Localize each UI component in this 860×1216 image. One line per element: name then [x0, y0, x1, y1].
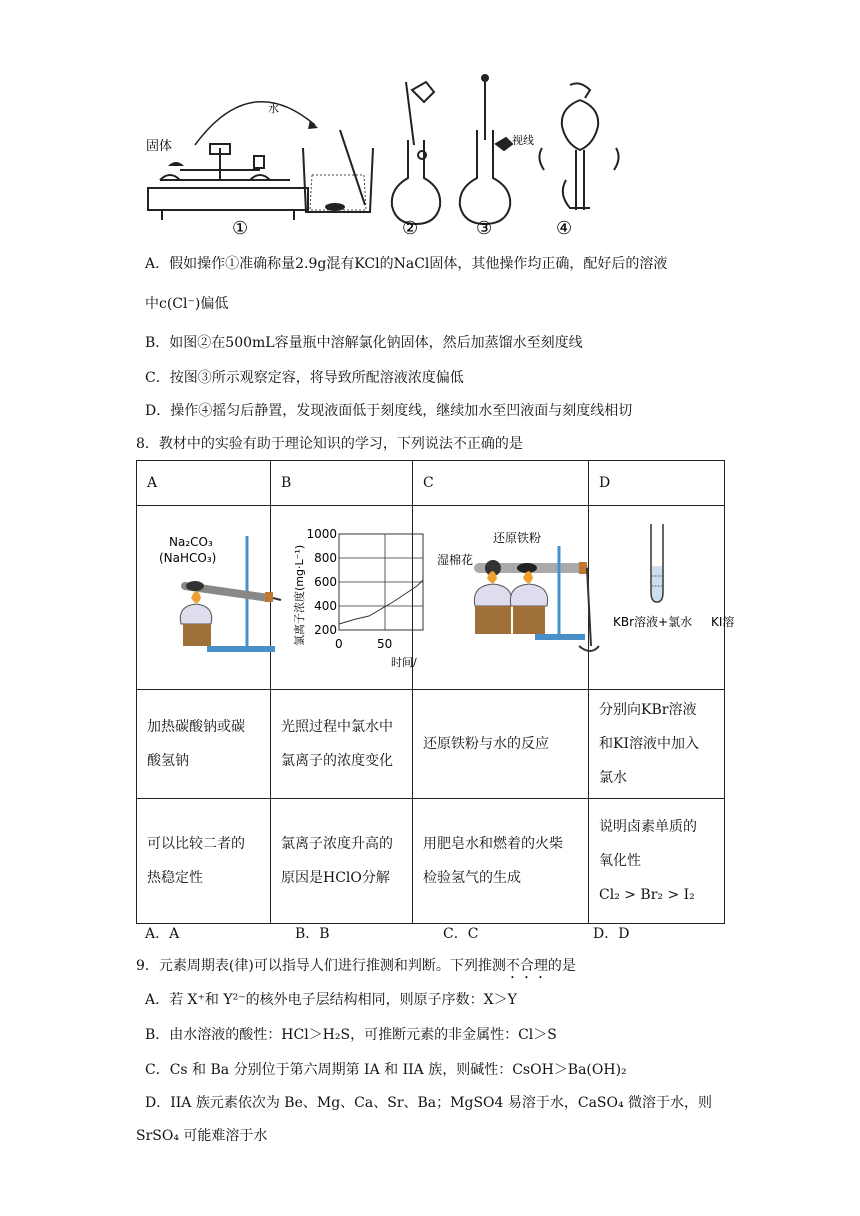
fig-c-label2: 湿棉花	[437, 553, 474, 567]
fig-b-xtick-0: 0	[335, 637, 343, 651]
iron-water-apparatus-figure	[423, 506, 599, 676]
q8-stem: 8．教材中的实验有助于理论知识的学习，下列说法不正确的是	[136, 436, 523, 452]
q9-stem: 9．元素周期表(律)可以指导人们进行推测和判断。下列推测不合理的是	[136, 958, 576, 974]
fig-b-ylabel: 氯离子浓度(mg·L⁻¹)	[293, 544, 306, 646]
label-n3: ③	[476, 218, 493, 239]
table-figure-row	[137, 506, 725, 690]
header-c: C	[413, 461, 589, 506]
row1-b: 光照过程中氯水中 氯离子的浓度变化	[271, 690, 413, 799]
q9-option-a: A．若 X⁺和 Y²⁻的核外电子层结构相同，则原子序数：X＞Y	[145, 992, 517, 1008]
table-row-description	[137, 690, 725, 799]
label-sight: 视线	[512, 134, 534, 147]
q7-option-a-line1: A．假如操作①准确称量2.9g混有KCl的NaCl固体，其他操作均正确，配好后的溶液	[145, 256, 668, 272]
q8-options	[145, 923, 725, 943]
test-tube-figure	[599, 506, 735, 676]
fig-b-xlabel: 时间/	[391, 656, 417, 669]
row2-a: 可以比较二者的 热稳定性	[137, 799, 271, 924]
q9-emphasis: 不合理	[505, 958, 548, 974]
heating-apparatus-figure	[147, 506, 281, 676]
fig-b-xtick-50: 50	[377, 637, 393, 651]
fig-a-label1: Na₂CO₃	[169, 535, 213, 549]
row1-c: 还原铁粉与水的反应	[413, 690, 589, 799]
table-header-row	[137, 461, 725, 506]
q7-option-c: C．按图③所示观察定容，将导致所配溶液浓度偏低	[145, 370, 464, 386]
fig-b-ytick-200: 200	[314, 623, 337, 637]
fig-b-ytick-1000: 1000	[306, 527, 337, 541]
q9-option-d-line1: D．IIA 族元素依次为 Be、Mg、Ca、Sr、Ba；MgSO4 易溶于水，CaSO₄ 微溶于水，则	[145, 1095, 713, 1111]
figure-d-cell	[589, 506, 735, 690]
fig-d-label2: KI溶	[711, 615, 735, 629]
label-n2: ②	[402, 218, 419, 239]
label-n1: ①	[232, 218, 249, 239]
header-a: A	[137, 461, 271, 506]
table-row-conclusion	[137, 799, 725, 924]
balance-figure	[148, 144, 308, 220]
q8-option-c: C．C	[443, 926, 479, 942]
header-d: D	[589, 461, 725, 506]
q7-option-a-line2: 中c(Cl⁻)偏低	[145, 296, 229, 312]
fig-b-ytick-600: 600	[314, 575, 337, 589]
q8-option-d: D．D	[593, 926, 630, 942]
q8-table	[136, 460, 735, 924]
q8-option-b: B．B	[295, 926, 330, 942]
q9-option-c: C．Cs 和 Ba 分别位于第六周期第 IA 和 IIA 族，则碱性：CsOH＞Ba(OH)₂	[145, 1062, 627, 1078]
q9-option-b: B．由水溶液的酸性：HCl＞H₂S，可推断元素的非金属性：Cl＞S	[145, 1027, 557, 1043]
q9-option-d-line2: SrSO₄ 可能难溶于水	[136, 1128, 268, 1144]
figure-b-cell	[271, 506, 417, 690]
fig-d-label1: KBr溶液+氯水	[613, 615, 693, 629]
row2-b: 氯离子浓度升高的 原因是HClO分解	[271, 799, 413, 924]
label-n4: ④	[556, 218, 573, 239]
label-water: 水	[268, 102, 279, 115]
fig-b-ytick-400: 400	[314, 599, 337, 613]
row1-d: 分别向KBr溶液 和KI溶液中加入 氯水	[589, 690, 725, 799]
label-solid: 固体	[146, 139, 173, 154]
q7-option-d: D．操作④摇匀后静置，发现液面低于刻度线，继续加水至凹液面与刻度线相切	[145, 403, 633, 419]
row2-d: 说明卤素单质的 氧化性 Cl₂ > Br₂ > I₂	[589, 799, 725, 924]
solution-preparation-figure	[140, 70, 660, 240]
fig-a-label2: (NaHCO₃)	[159, 551, 217, 565]
chloride-concentration-chart	[281, 506, 423, 676]
row2-c: 用肥皂水和燃着的火柴 检验氢气的生成	[413, 799, 589, 924]
header-b: B	[271, 461, 413, 506]
q7-option-b: B．如图②在500mL容量瓶中溶解氯化钠固体，然后加蒸馏水至刻度线	[145, 335, 583, 351]
row1-a: 加热碳酸钠或碳 酸氢钠	[137, 690, 271, 799]
figure-c-cell	[413, 506, 589, 690]
fig-b-ytick-800: 800	[314, 551, 337, 565]
q8-option-a: A．A	[145, 926, 180, 942]
fig-c-label1: 还原铁粉	[493, 531, 542, 545]
figure-a-cell	[137, 506, 271, 690]
